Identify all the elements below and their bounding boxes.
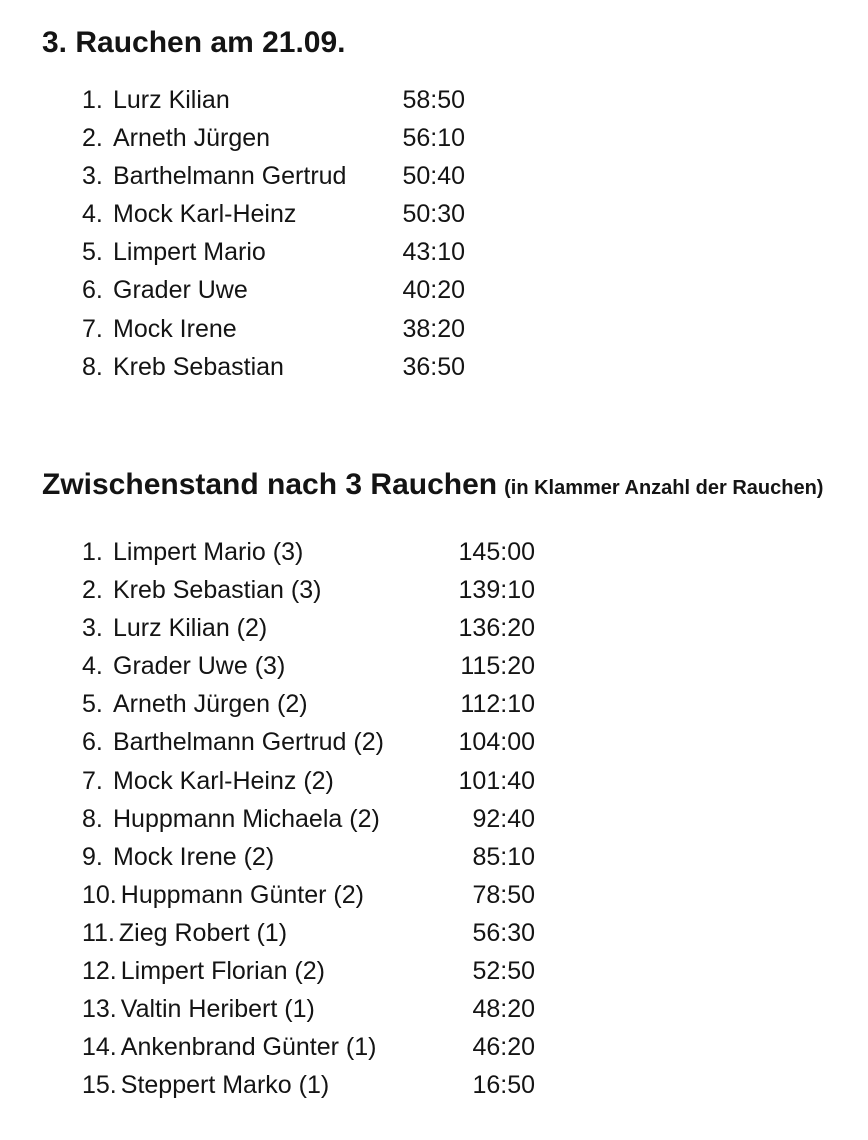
list-item	[0, 1066, 535, 1104]
rank-number: 12.	[82, 957, 117, 986]
time-value: 145:00	[458, 538, 535, 566]
list-item	[0, 838, 535, 876]
time-value: 16:50	[472, 1071, 535, 1100]
time-value: 48:20	[472, 995, 535, 1024]
rank-number: 14.	[82, 1033, 117, 1062]
time-value: 78:50	[472, 880, 535, 909]
rank-number: 3.	[82, 162, 103, 191]
participant-name: Arneth Jürgen (2)	[113, 690, 308, 719]
rank-number: 4.	[82, 200, 103, 229]
list-item	[0, 157, 465, 195]
rank-number: 9.	[82, 842, 103, 871]
time-value: 43:10	[402, 238, 465, 267]
list-item	[0, 685, 535, 723]
list-item	[0, 233, 465, 271]
section2-heading	[42, 467, 823, 506]
list-item	[0, 647, 535, 685]
list-item	[0, 800, 535, 838]
time-value: 58:50	[402, 86, 465, 114]
participant-name: Huppmann Günter (2)	[120, 880, 364, 909]
participant-name: Kreb Sebastian	[113, 352, 284, 381]
rank-number: 6.	[82, 276, 103, 305]
rank-number: 1.	[82, 538, 103, 566]
time-value: 40:20	[402, 276, 465, 305]
zwischenstand-result-list	[0, 533, 535, 1104]
rank-number: 6.	[82, 728, 103, 757]
list-item	[0, 609, 535, 647]
time-value: 92:40	[472, 804, 535, 833]
participant-name: Barthelmann Gertrud (2)	[113, 728, 384, 757]
time-value: 104:00	[458, 728, 535, 757]
list-item	[0, 762, 535, 800]
rank-number: 2.	[82, 124, 103, 153]
time-value: 52:50	[472, 957, 535, 986]
time-value: 50:40	[402, 162, 465, 191]
list-item	[0, 876, 535, 914]
section2-subtitle: (in Klammer Anzahl der Rauchen)	[504, 477, 824, 499]
participant-name: Grader Uwe	[113, 276, 248, 305]
participant-name: Huppmann Michaela (2)	[113, 804, 380, 833]
participant-name: Mock Karl-Heinz (2)	[113, 766, 334, 795]
list-item	[0, 271, 465, 309]
rank-number: 5.	[82, 690, 103, 719]
participant-name: Kreb Sebastian (3)	[113, 576, 322, 605]
time-value: 136:20	[458, 614, 535, 643]
list-item	[0, 119, 465, 157]
list-item	[0, 195, 465, 233]
list-item	[0, 1028, 535, 1066]
participant-name: Mock Karl-Heinz	[113, 200, 297, 229]
rank-number: 15.	[82, 1071, 117, 1100]
participant-name: Arneth Jürgen	[113, 124, 271, 153]
time-value: 139:10	[458, 576, 535, 605]
time-value: 56:10	[402, 124, 465, 153]
list-item	[0, 81, 465, 119]
list-item	[0, 348, 465, 386]
participant-name: Lurz Kilian	[113, 86, 230, 114]
rank-number: 4.	[82, 652, 103, 681]
participant-name: Zieg Robert (1)	[118, 918, 288, 947]
rank-number: 3.	[82, 614, 103, 643]
participant-name: Mock Irene	[113, 314, 237, 343]
participant-name: Limpert Florian (2)	[120, 957, 325, 986]
list-item	[0, 533, 535, 571]
rank-number: 8.	[82, 352, 103, 381]
rank-number: 13.	[82, 995, 117, 1024]
rank-number: 5.	[82, 238, 103, 267]
participant-name: Valtin Heribert (1)	[120, 995, 315, 1024]
list-item	[0, 571, 535, 609]
participant-name: Barthelmann Gertrud	[113, 162, 347, 191]
list-item	[0, 914, 535, 952]
participant-name: Lurz Kilian (2)	[113, 614, 268, 643]
time-value: 56:30	[472, 918, 535, 947]
list-item	[0, 310, 465, 348]
rauchen-3-result-list	[0, 81, 465, 386]
rank-number: 7.	[82, 314, 103, 343]
rank-number: 10.	[82, 880, 117, 909]
section2-title: Zwischenstand nach 3 Rauchen	[42, 468, 498, 501]
section1-title: 3. Rauchen am 21.09.	[42, 26, 346, 59]
time-value: 101:40	[458, 766, 535, 795]
list-item	[0, 723, 535, 761]
rank-number: 11.	[82, 918, 115, 947]
rank-number: 8.	[82, 804, 103, 833]
participant-name: Steppert Marko (1)	[120, 1071, 330, 1100]
participant-name: Ankenbrand Günter (1)	[120, 1033, 377, 1062]
time-value: 50:30	[402, 200, 465, 229]
time-value: 36:50	[402, 352, 465, 381]
participant-name: Limpert Mario (3)	[113, 538, 304, 566]
time-value: 46:20	[472, 1033, 535, 1062]
participant-name: Limpert Mario	[113, 238, 266, 267]
participant-name: Mock Irene (2)	[113, 842, 275, 871]
rank-number: 1.	[82, 86, 103, 114]
list-item	[0, 990, 535, 1028]
rank-number: 7.	[82, 766, 103, 795]
time-value: 115:20	[460, 652, 535, 681]
time-value: 85:10	[472, 842, 535, 871]
time-value: 38:20	[402, 314, 465, 343]
rank-number: 2.	[82, 576, 103, 605]
time-value: 112:10	[460, 690, 535, 719]
list-item	[0, 952, 535, 990]
participant-name: Grader Uwe (3)	[113, 652, 286, 681]
